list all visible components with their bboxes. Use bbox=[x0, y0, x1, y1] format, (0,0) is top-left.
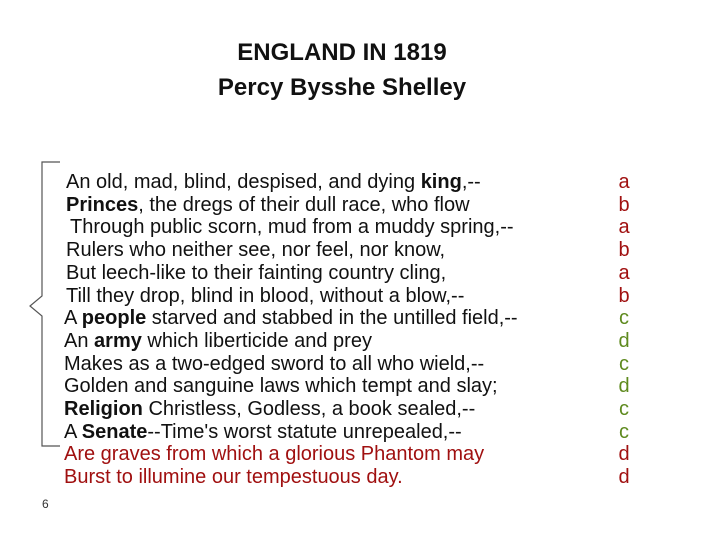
emphasized-word: Senate bbox=[81, 420, 148, 443]
poem-line bbox=[66, 262, 446, 284]
rhyme-letter: b bbox=[618, 284, 630, 307]
line-text: which liberticide and prey bbox=[141, 329, 372, 352]
line-text: ,-- bbox=[461, 171, 481, 193]
page-number: 6 bbox=[42, 497, 49, 511]
octave-bracket bbox=[28, 160, 68, 450]
poem-line bbox=[66, 171, 481, 193]
emphasized-word: army bbox=[94, 329, 142, 352]
rhyme-letter: b bbox=[618, 239, 630, 262]
rhyme-letter: c bbox=[619, 352, 629, 375]
poem-line bbox=[64, 353, 484, 375]
poem-author: Percy Bysshe Shelley bbox=[217, 74, 467, 101]
poem-line bbox=[66, 285, 464, 307]
rhyme-letter: d bbox=[618, 466, 630, 489]
poem-title: ENGLAND IN 1819 bbox=[237, 39, 447, 66]
line-text: Golden and sanguine laws which tempt and slay; bbox=[64, 375, 498, 398]
rhyme-letter: d bbox=[618, 375, 630, 398]
line-text: Makes as a two-edged sword to all who wield,-- bbox=[64, 352, 485, 375]
line-text: An bbox=[64, 329, 95, 352]
rhyme-letter: a bbox=[618, 171, 630, 193]
poem-line bbox=[64, 330, 372, 352]
line-text: --Time's worst statute unrepealed,-- bbox=[147, 420, 462, 443]
rhyme-letter: c bbox=[619, 420, 629, 443]
poem-line bbox=[64, 398, 475, 420]
poem-line bbox=[64, 307, 518, 329]
rhyme-letter: a bbox=[618, 216, 630, 239]
poem-line bbox=[66, 194, 470, 216]
line-text: But leech-like to their fainting country cling, bbox=[66, 261, 447, 284]
rhyme-letter: d bbox=[618, 329, 630, 352]
emphasized-word: Princes bbox=[66, 193, 139, 216]
emphasized-word: king bbox=[420, 171, 462, 193]
line-text: An old, mad, blind, despised, and dying bbox=[66, 171, 421, 193]
line-text: Till they drop, blind in blood, without a blow,-- bbox=[66, 284, 465, 307]
line-text: Christless, Godless, a book sealed,-- bbox=[142, 398, 476, 420]
poem-line bbox=[64, 375, 498, 397]
poem-line bbox=[64, 443, 484, 465]
line-text: A bbox=[64, 420, 82, 443]
rhyme-letter: d bbox=[618, 443, 630, 466]
poem-line bbox=[70, 216, 514, 238]
line-text: Burst to illumine our tempestuous day. bbox=[64, 466, 403, 489]
rhyme-letter: c bbox=[619, 307, 629, 330]
line-text: Through public scorn, mud from a muddy spring,-- bbox=[70, 216, 514, 239]
poem-line bbox=[66, 239, 445, 261]
line-text: Rulers who neither see, nor feel, nor know, bbox=[66, 239, 446, 262]
rhyme-letter: c bbox=[619, 398, 629, 420]
emphasized-word: Religion bbox=[64, 398, 143, 420]
line-text: , the dregs of their dull race, who flow bbox=[138, 193, 470, 216]
line-text: A bbox=[64, 307, 82, 330]
poem-line bbox=[64, 421, 462, 443]
rhyme-letter: a bbox=[618, 261, 630, 284]
rhyme-letter: b bbox=[618, 193, 630, 216]
line-text: Are graves from which a glorious Phantom may bbox=[64, 443, 485, 466]
poem-line bbox=[64, 466, 403, 488]
emphasized-word: people bbox=[81, 307, 147, 330]
line-text: starved and stabbed in the untilled field,-- bbox=[146, 307, 518, 330]
